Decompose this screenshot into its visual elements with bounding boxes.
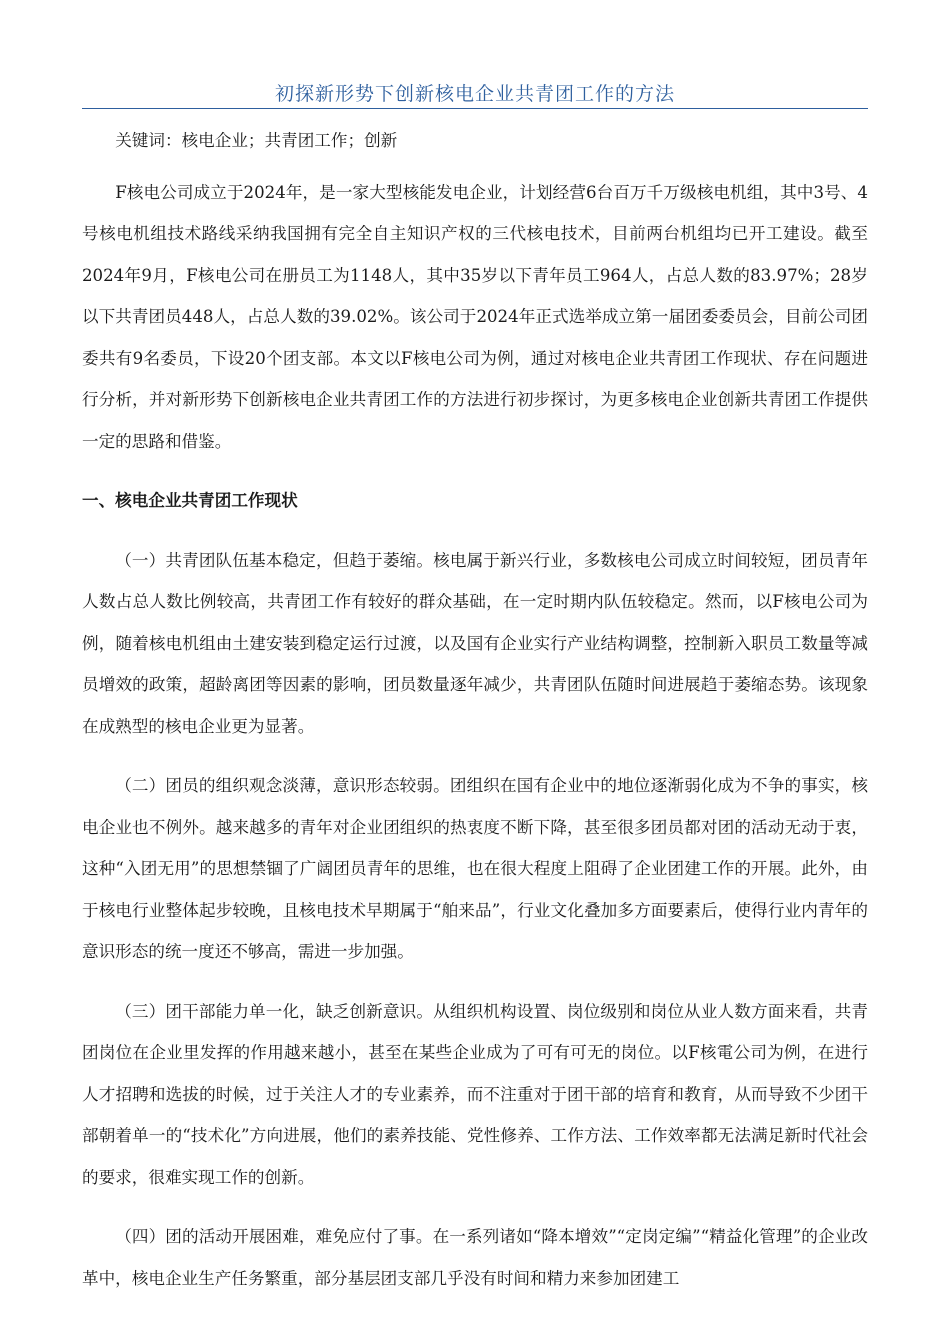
document-body <box>82 120 868 1317</box>
paragraph-3: （三）团干部能力单一化，缺乏创新意识。从组织机构设置、岗位级别和岗位从业人数方面来看，共青团岗位在企业里发挥的作用越来越小，甚至在某些企业成为了可有可无的岗位。以F核電公司为例，在进行人才招聘和选拔的时候，过于关注人才的专业素养，而不注重对于团干部的培育和教育，从而导致不少团干部朝着单一的“技术化”方向进展，他们的素养技能、党性修养、工作方法、工作效率都无法满足新时代社会的要求，很难实现工作的创新。 <box>82 1001 868 1187</box>
paragraph-4: （四）团的活动开展困难，难免应付了事。在一系列诸如“降本增效”“定岗定编”“精益化管理”的企业改革中，核电企业生产任务繁重，部分基层团支部几乎没有时间和精力来参加团建工 <box>82 1227 868 1288</box>
document-title: 初探新形势下创新核电企业共青团工作的方法 <box>274 83 675 105</box>
title-divider <box>82 108 868 109</box>
keywords-line: 关键词：核电企业；共青团工作；创新 <box>115 131 398 150</box>
section-heading: 一、核电企业共青团工作现状 <box>82 490 298 510</box>
paragraph-2: （二）团员的组织观念淡薄，意识形态较弱。团组织在国有企业中的地位逐渐弱化成为不争的事实，核电企业也不例外。越来越多的青年对企业团组织的热衷度不断下降，甚至很多团员都对团的活动无动于衷，这种“入团无用”的思想禁锢了广阔团员青年的思维，也在很大程度上阻碍了企业团建工作的开展。此外，由于核电行业整体起步较晚，且核电技术早期属于“舶来品”，行业文化叠加多方面要素后，使得行业内青年的意识形态的统一度还不够高，需进一步加强。 <box>82 776 868 961</box>
paragraph-1: （一）共青团队伍基本稳定，但趋于萎缩。核电属于新兴行业，多数核电公司成立时间较短，团员青年人数占总人数比例较高，共青团工作有较好的群众基础，在一定时期内队伍较稳定。然而，以F核电公司为例，随着核电机组由土建安装到稳定运行过渡，以及国有企业实行产业结构调整，控制新入职员工数量等减员增效的政策，超龄离团等因素的影响，团员数量逐年减少，共青团队伍随时间进展趋于萎缩态势。该现象在成熟型的核电企业更为显著。 <box>82 550 868 736</box>
intro-paragraph: F核电公司成立于2024年，是一家大型核能发电企业，计划经营6台百万千万级核电机组，其中3号、4号核电机组技术路线采纳我国拥有完全自主知识产权的三代核电技术，目前两台机组均已开工建设。截至2024年9月，F核电公司在册员工为1148人，其中35岁以下青年员工964人，占总人数的83.97%；28岁以下共青团员448人，占总人数的39.02%。该公司于2024年正式选举成立第一届团委委员会，目前公司团委共有9名委员，下设20个团支部。本文以F核电公司为例，通过对核电企业共青团工作现状、存在问题进行分析，并对新形势下创新核电企业共青团工作的方法进行初步探讨，为更多核电企业创新共青团工作提供一定的思路和借鉴。 <box>82 182 868 451</box>
